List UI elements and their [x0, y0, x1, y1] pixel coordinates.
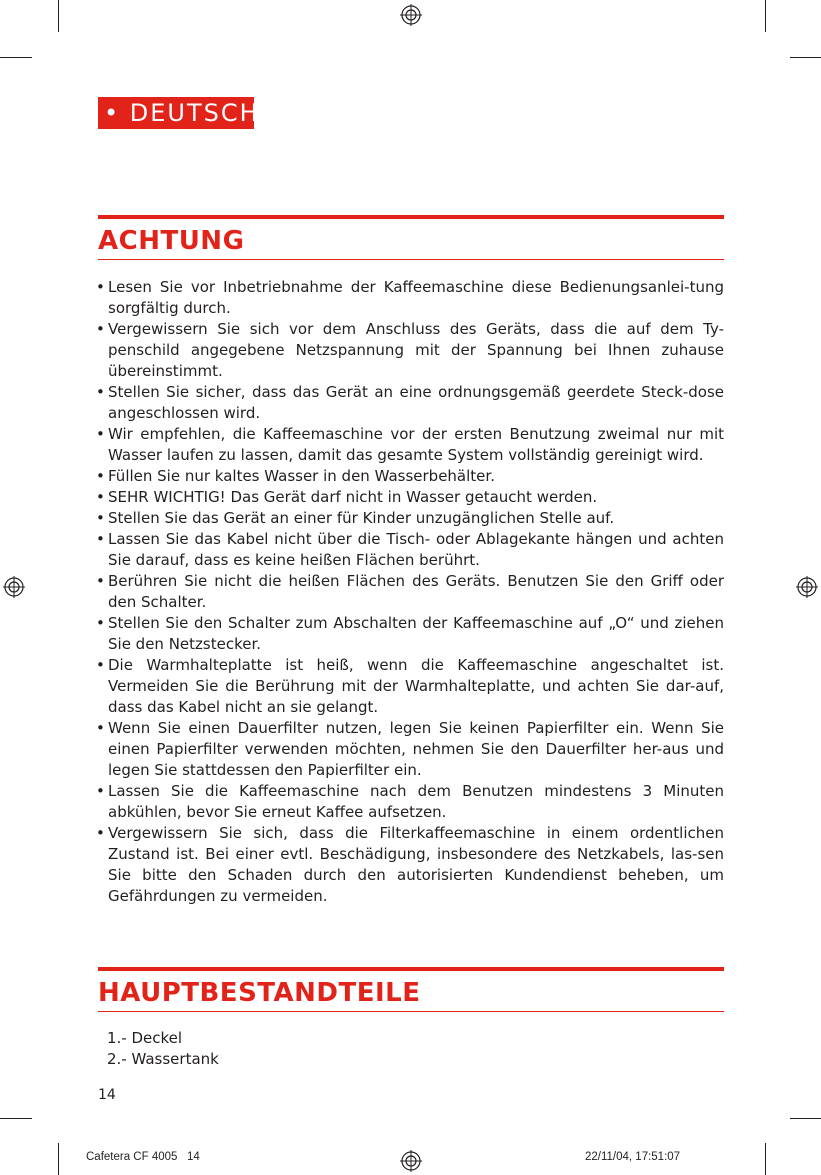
section-rule — [98, 967, 724, 971]
warning-section-title: ACHTUNG — [98, 226, 245, 256]
crop-mark — [790, 57, 821, 58]
list-item: • Wenn Sie einen Dauerfilter nutzen, legen Sie keinen Papierfilter ein. Wenn Sie einen Papierfilter verwenden möchten, nehmen Sie den Dauerfilter her-aus und legen Sie stattdessen den Papierfilter ein. — [96, 719, 724, 779]
list-item: 1.- Deckel — [107, 1029, 183, 1047]
list-item: • Berühren Sie nicht die heißen Flächen des Geräts. Benutzen Sie den Griff oder den Schalter. — [96, 572, 724, 611]
list-item: • Stellen Sie das Gerät an einer für Kinder unzugänglichen Stelle auf. — [96, 509, 615, 527]
slug-left: Cafetera CF 4005 14 — [86, 1151, 200, 1163]
section-rule — [98, 259, 724, 260]
registration-mark-icon — [796, 576, 818, 598]
crop-mark — [765, 1143, 766, 1175]
section-rule — [98, 215, 724, 219]
list-item: • Füllen Sie nur kaltes Wasser in den Wasserbehälter. — [96, 467, 495, 485]
language-tab: • DEUTSCH — [98, 97, 254, 129]
parts-section-title: HAUPTBESTANDTEILE — [98, 978, 421, 1008]
registration-mark-icon — [3, 576, 25, 598]
list-item: • Lassen Sie die Kaffeemaschine nach dem Benutzen mindestens 3 Minuten abkühlen, bevor Sie erneut Kaffee aufsetzen. — [96, 782, 724, 821]
warning-list — [96, 277, 724, 907]
list-item: • Vergewissern Sie sich vor dem Anschluss des Geräts, dass die auf dem Ty-penschild angegebene Netzspannung mit der Spannung bei Ihnen zuhause übereinstimmt. — [96, 320, 724, 380]
list-item: • Vergewissern Sie sich, dass die Filterkaffeemaschine in einem ordentlichen Zustand ist. Bei einer evtl. Beschädigung, insbesondere des Netzkabels, las-sen Sie bitte den Schaden durch den autorisierten Kundendienst beheben, um Gefährdungen zu vermeiden. — [96, 824, 724, 905]
registration-mark-icon — [400, 4, 422, 26]
crop-mark — [790, 1118, 821, 1119]
page-number: 14 — [98, 1087, 116, 1103]
list-item: • Stellen Sie den Schalter zum Abschalten der Kaffeemaschine auf „O“ und ziehen Sie den Netzstecker. — [96, 614, 724, 653]
list-item: • Die Warmhalteplatte ist heiß, wenn die Kaffeemaschine angeschaltet ist. Vermeiden Sie die Berührung mit der Warmhalteplatte, und achten Sie dar-auf, dass das Kabel nicht an sie gelangt. — [96, 656, 724, 716]
list-item: • Lassen Sie das Kabel nicht über die Tisch- oder Ablagekante hängen und achten Sie darauf, dass es keine heißen Flächen berührt. — [96, 530, 724, 569]
slug-right: 22/11/04, 17:51:07 — [585, 1151, 681, 1163]
crop-mark — [58, 0, 59, 32]
section-rule — [98, 1011, 724, 1012]
crop-mark — [0, 1118, 32, 1119]
parts-list — [107, 1028, 219, 1070]
registration-mark-icon — [400, 1150, 422, 1172]
crop-mark — [58, 1143, 59, 1175]
crop-mark — [0, 57, 32, 58]
list-item: • SEHR WICHTIG! Das Gerät darf nicht in Wasser getaucht werden. — [96, 488, 598, 506]
crop-mark — [765, 0, 766, 32]
list-item: • Stellen Sie sicher, dass das Gerät an eine ordnungsgemäß geerdete Steck-dose angeschlossen wird. — [96, 383, 724, 422]
list-item: • Lesen Sie vor Inbetriebnahme der Kaffeemaschine diese Bedienungsanlei-tung sorgfältig durch. — [96, 278, 724, 317]
list-item: • Wir empfehlen, die Kaffeemaschine vor der ersten Benutzung zweimal nur mit Wasser laufen zu lassen, damit das gesamte System vollständig gereinigt wird. — [96, 425, 724, 464]
list-item: 2.- Wassertank — [107, 1050, 219, 1068]
